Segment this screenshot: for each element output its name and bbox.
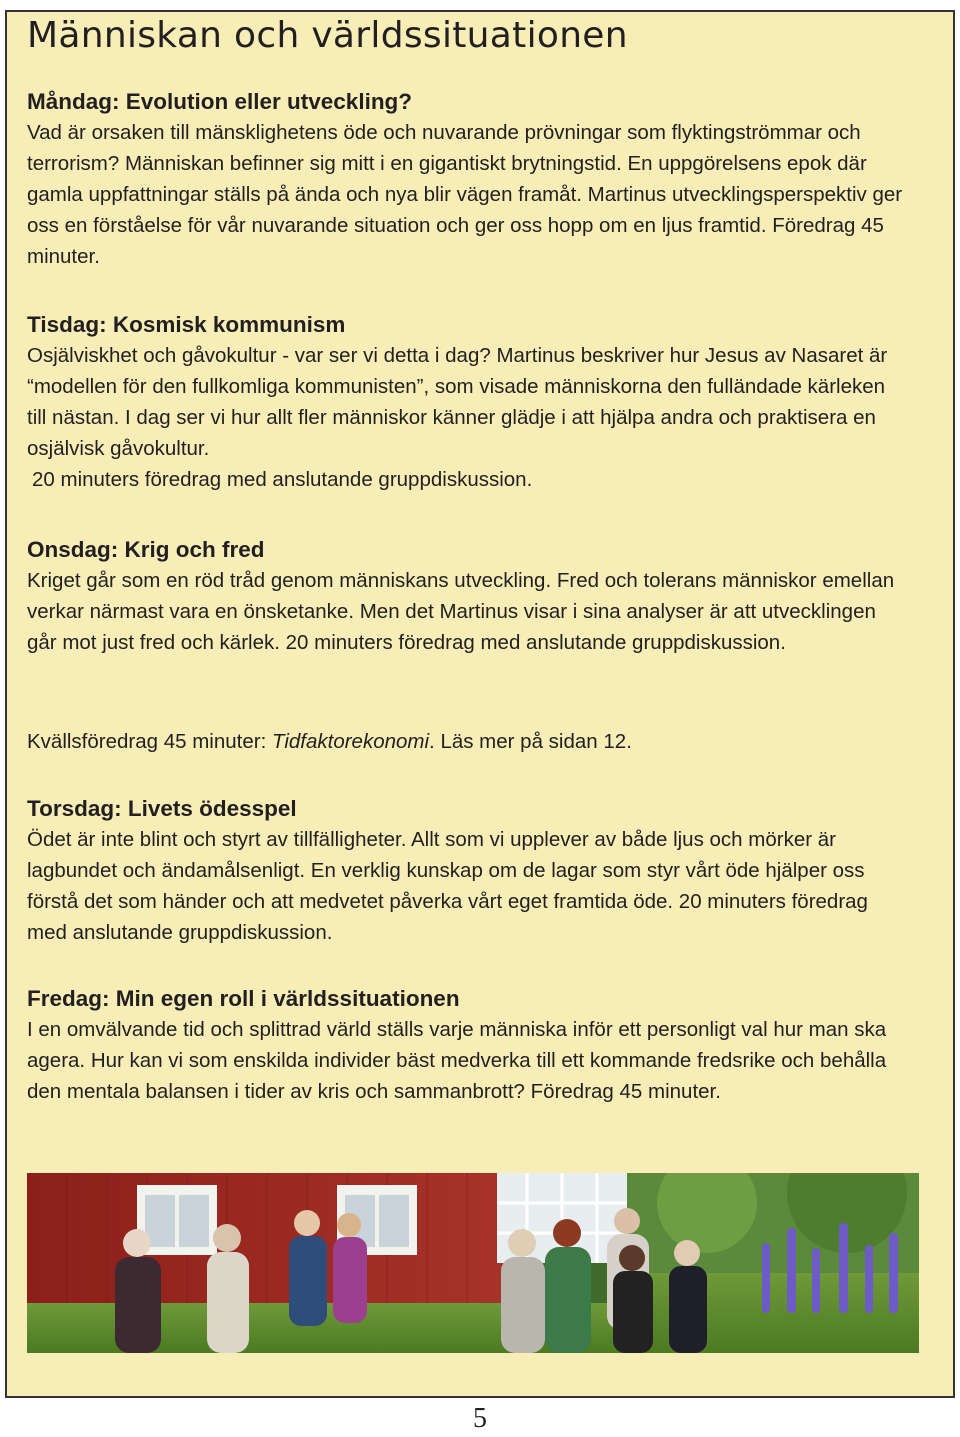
section-body: Vad är orsaken till mänsklighetens öde och nuvarande prövningar som flyktingströmmar och terrorism? Människan befinner sig mitt i en gigantiskt brytningstid. En uppgörelsens epok där gamla uppfattningar ställs på ända och nya blir vägen framåt. Martinus utvecklingsperspektiv ger oss en förståelse för vår nuvarande situation och ger oss hopp om en ljus framtid. Föredrag 45 minuter.	[27, 121, 903, 268]
section-note: 20 minuters föredrag med anslutande gruppdiskussion.	[32, 468, 533, 491]
section-friday	[27, 983, 907, 1107]
section-heading: Måndag: Evolution eller utveckling?	[27, 89, 413, 114]
page-number: 5	[473, 1403, 487, 1434]
evening-suffix: . Läs mer på sidan 12.	[429, 730, 632, 753]
section-heading: Onsdag: Krig och fred	[27, 537, 265, 562]
section-body: Ödet är inte blint och styrt av tillfälligheter. Allt som vi upplever av både ljus och mörker är lagbundet och ändamålsenligt. En verklig kunskap om de lagar som styr vårt öde hjälper oss förstå det som händer och att medvetet påverka vårt eget framtida öde. 20 minuters föredrag med anslutande gruppdiskussion.	[27, 828, 868, 944]
section-thursday	[27, 793, 907, 948]
section-monday	[27, 86, 907, 272]
section-body: Kriget går som en röd tråd genom människans utveckling. Fred och tolerans människor emellan verkar närmast vara en önsketanke. Men det Martinus visar i sina analyser är att utvecklingen går mot just fred och kärlek. 20 minuters föredrag med anslutande gruppdiskussion.	[27, 569, 895, 654]
section-tuesday	[27, 309, 907, 495]
evening-title: Tidfaktorekonomi	[271, 730, 430, 753]
section-heading: Torsdag: Livets ödesspel	[27, 796, 297, 821]
group-photo	[27, 1173, 919, 1353]
section-wednesday	[27, 534, 907, 658]
section-heading: Tisdag: Kosmisk kommunism	[27, 312, 346, 337]
section-body: I en omvälvande tid och splittrad värld ställs varje människa inför ett personligt val hur man ska agera. Hur kan vi som enskilda individer bäst medverka till ett kommande fredsrike och behålla den mentala balansen i tider av kris och sammanbrott? Föredrag 45 minuter.	[27, 1018, 887, 1103]
group-photo-illustration	[27, 1173, 919, 1353]
page-title: Människan och världssituationen	[27, 15, 628, 56]
evening-lecture-text	[27, 726, 907, 757]
section-body: Osjälviskhet och gåvokultur - var ser vi detta i dag? Martinus beskriver hur Jesus av Nasaret är “modellen för den fullkomliga kommunisten”, som visade människorna den fulländade kärleken till nästan. I dag ser vi hur allt fler människor känner glädje i att hjälpa andra och praktisera en osjälvisk gåvokultur.	[27, 344, 888, 460]
section-evening-lecture	[27, 726, 907, 757]
evening-prefix: Kvällsföredrag 45 minuter:	[27, 730, 272, 753]
section-heading: Fredag: Min egen roll i världssituationen	[27, 986, 460, 1011]
